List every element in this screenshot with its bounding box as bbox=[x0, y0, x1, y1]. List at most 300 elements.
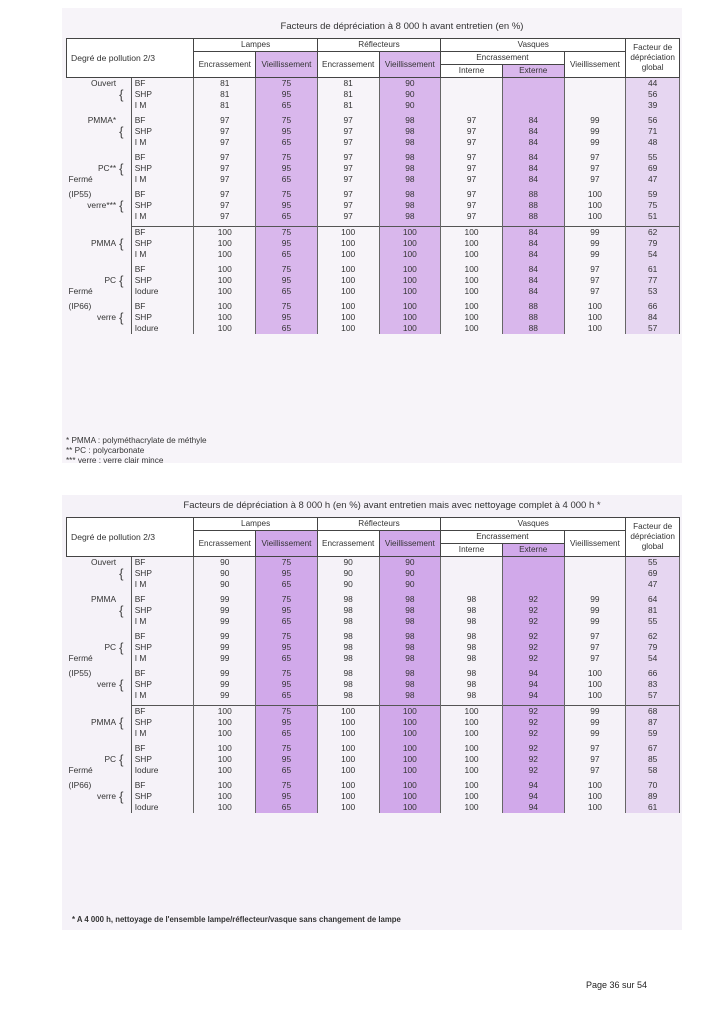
lamp-source: BF bbox=[131, 743, 194, 754]
header-vasques-encrassement: Encrassement bbox=[441, 52, 564, 65]
value-cell: 100 bbox=[441, 312, 503, 323]
table-row bbox=[67, 791, 680, 802]
luminaire-type: Ouvert bbox=[90, 78, 117, 88]
value-cell: 65 bbox=[256, 100, 318, 111]
luminaire-type: PMMA bbox=[90, 238, 117, 248]
value-cell: 84 bbox=[502, 126, 564, 137]
value-cell: 75 bbox=[256, 780, 318, 791]
value-cell: 95 bbox=[256, 717, 318, 728]
value-cell: 75 bbox=[256, 115, 318, 126]
value-cell: 98 bbox=[379, 211, 441, 222]
row-label bbox=[67, 706, 120, 718]
value-cell bbox=[502, 100, 564, 111]
value-cell: 65 bbox=[256, 579, 318, 590]
value-cell: 100 bbox=[317, 791, 379, 802]
lamp-source: BF bbox=[131, 264, 194, 275]
value-cell: 100 bbox=[441, 249, 503, 260]
value-cell: 100 bbox=[564, 200, 626, 211]
value-cell: 100 bbox=[194, 717, 256, 728]
table-row bbox=[67, 743, 680, 754]
value-cell: 98 bbox=[441, 668, 503, 679]
value-cell: 99 bbox=[564, 605, 626, 616]
value-cell: 97 bbox=[441, 174, 503, 185]
table-row bbox=[67, 152, 680, 163]
value-cell: 100 bbox=[194, 286, 256, 297]
value-cell: 98 bbox=[379, 152, 441, 163]
value-cell: 98 bbox=[379, 690, 441, 701]
value-cell: 97 bbox=[317, 174, 379, 185]
value-cell: 100 bbox=[564, 679, 626, 690]
bracket: { bbox=[119, 87, 124, 102]
value-cell: 100 bbox=[194, 743, 256, 754]
page-number: Page 36 sur 54 bbox=[586, 980, 648, 990]
value-cell: 97 bbox=[564, 653, 626, 664]
header-pollution: Degré de pollution 2/3 bbox=[67, 39, 194, 78]
value-cell: 99 bbox=[194, 616, 256, 627]
enclosure-label: (IP66) bbox=[68, 301, 92, 311]
value-cell: 64 bbox=[626, 594, 680, 605]
value-cell: 92 bbox=[502, 642, 564, 653]
value-cell: 99 bbox=[194, 668, 256, 679]
lamp-source: SHP bbox=[131, 89, 194, 100]
value-cell: 75 bbox=[256, 189, 318, 200]
lamp-source: Iodure bbox=[131, 286, 194, 297]
value-cell: 100 bbox=[379, 275, 441, 286]
value-cell: 97 bbox=[564, 642, 626, 653]
value-cell: 100 bbox=[379, 717, 441, 728]
value-cell: 100 bbox=[441, 264, 503, 275]
value-cell: 100 bbox=[379, 728, 441, 739]
value-cell: 100 bbox=[441, 717, 503, 728]
header-refl-encrassement: Encrassement bbox=[317, 52, 379, 78]
row-label bbox=[67, 668, 120, 679]
row-label bbox=[67, 631, 120, 642]
value-cell: 90 bbox=[379, 78, 441, 90]
value-cell: 100 bbox=[441, 743, 503, 754]
table-row bbox=[67, 557, 680, 569]
value-cell: 100 bbox=[379, 323, 441, 334]
value-cell: 79 bbox=[626, 238, 680, 249]
value-cell: 44 bbox=[626, 78, 680, 90]
table-row bbox=[67, 802, 680, 813]
value-cell: 66 bbox=[626, 301, 680, 312]
value-cell: 98 bbox=[441, 642, 503, 653]
value-cell: 95 bbox=[256, 89, 318, 100]
value-cell: 75 bbox=[256, 668, 318, 679]
value-cell: 100 bbox=[194, 312, 256, 323]
value-cell: 67 bbox=[626, 743, 680, 754]
value-cell: 100 bbox=[379, 286, 441, 297]
value-cell: 100 bbox=[564, 668, 626, 679]
value-cell: 98 bbox=[379, 679, 441, 690]
value-cell: 92 bbox=[502, 631, 564, 642]
table-row bbox=[67, 89, 680, 100]
value-cell: 54 bbox=[626, 249, 680, 260]
row-label bbox=[67, 89, 120, 100]
value-cell: 98 bbox=[379, 616, 441, 627]
table-row bbox=[67, 126, 680, 137]
table-row bbox=[67, 163, 680, 174]
value-cell: 100 bbox=[194, 301, 256, 312]
lamp-source: I M bbox=[131, 249, 194, 260]
value-cell: 79 bbox=[626, 642, 680, 653]
row-label bbox=[67, 137, 120, 148]
value-cell: 100 bbox=[379, 780, 441, 791]
row-label bbox=[67, 653, 120, 664]
value-cell: 98 bbox=[441, 653, 503, 664]
value-cell: 100 bbox=[317, 227, 379, 239]
value-cell bbox=[441, 557, 503, 569]
value-cell: 95 bbox=[256, 568, 318, 579]
row-label bbox=[67, 791, 120, 802]
value-cell: 100 bbox=[194, 765, 256, 776]
value-cell bbox=[564, 89, 626, 100]
row-label bbox=[67, 728, 120, 739]
value-cell: 59 bbox=[626, 728, 680, 739]
table-row bbox=[67, 227, 680, 239]
bracket: { bbox=[119, 273, 124, 288]
lamp-source: BF bbox=[131, 668, 194, 679]
value-cell: 100 bbox=[379, 249, 441, 260]
row-label bbox=[67, 765, 120, 776]
row-label bbox=[67, 605, 120, 616]
row-label bbox=[67, 78, 120, 90]
value-cell: 100 bbox=[317, 765, 379, 776]
value-cell: 100 bbox=[194, 780, 256, 791]
value-cell: 75 bbox=[256, 264, 318, 275]
lamp-source: SHP bbox=[131, 791, 194, 802]
row-label bbox=[67, 275, 120, 286]
value-cell: 48 bbox=[626, 137, 680, 148]
value-cell: 99 bbox=[194, 631, 256, 642]
value-cell: 98 bbox=[379, 653, 441, 664]
table-row bbox=[67, 765, 680, 776]
header-interne: Interne bbox=[441, 544, 503, 557]
value-cell: 100 bbox=[441, 754, 503, 765]
value-cell: 90 bbox=[194, 557, 256, 569]
value-cell: 99 bbox=[194, 653, 256, 664]
lamp-source: I M bbox=[131, 100, 194, 111]
value-cell: 97 bbox=[441, 163, 503, 174]
value-cell: 97 bbox=[317, 200, 379, 211]
header-pollution: Degré de pollution 2/3 bbox=[67, 518, 194, 557]
table-row bbox=[67, 275, 680, 286]
bracket: { bbox=[119, 236, 124, 251]
row-label bbox=[67, 238, 120, 249]
value-cell: 81 bbox=[317, 100, 379, 111]
value-cell: 99 bbox=[194, 679, 256, 690]
value-cell: 97 bbox=[317, 189, 379, 200]
lamp-source: SHP bbox=[131, 679, 194, 690]
value-cell: 75 bbox=[256, 743, 318, 754]
value-cell: 53 bbox=[626, 286, 680, 297]
value-cell: 77 bbox=[626, 275, 680, 286]
row-label bbox=[67, 557, 120, 569]
value-cell: 98 bbox=[379, 642, 441, 653]
bracket: { bbox=[119, 566, 124, 581]
value-cell: 97 bbox=[194, 174, 256, 185]
header-refl-vieillissement: Vieillissement bbox=[379, 531, 441, 557]
value-cell: 98 bbox=[441, 631, 503, 642]
value-cell: 88 bbox=[502, 312, 564, 323]
value-cell: 88 bbox=[502, 323, 564, 334]
value-cell: 100 bbox=[317, 743, 379, 754]
value-cell: 98 bbox=[441, 605, 503, 616]
row-label bbox=[67, 264, 120, 275]
value-cell: 100 bbox=[564, 189, 626, 200]
value-cell: 65 bbox=[256, 690, 318, 701]
value-cell: 99 bbox=[194, 642, 256, 653]
header-vasques-vieillissement: Vieillissement bbox=[564, 52, 626, 78]
value-cell: 47 bbox=[626, 579, 680, 590]
value-cell: 100 bbox=[379, 301, 441, 312]
value-cell: 98 bbox=[379, 126, 441, 137]
value-cell: 97 bbox=[317, 211, 379, 222]
value-cell: 100 bbox=[317, 754, 379, 765]
value-cell: 99 bbox=[564, 616, 626, 627]
value-cell: 99 bbox=[194, 594, 256, 605]
header-refl-vieillissement: Vieillissement bbox=[379, 52, 441, 78]
value-cell bbox=[564, 557, 626, 569]
value-cell: 75 bbox=[256, 594, 318, 605]
table-row bbox=[67, 249, 680, 260]
table-row bbox=[67, 286, 680, 297]
value-cell: 98 bbox=[379, 115, 441, 126]
row-label bbox=[67, 679, 120, 690]
value-cell: 97 bbox=[317, 115, 379, 126]
value-cell: 65 bbox=[256, 653, 318, 664]
table-row bbox=[67, 706, 680, 718]
enclosure-label: (IP66) bbox=[68, 780, 92, 790]
value-cell: 97 bbox=[194, 189, 256, 200]
lamp-source: SHP bbox=[131, 605, 194, 616]
value-cell: 84 bbox=[502, 152, 564, 163]
row-label bbox=[67, 152, 120, 163]
lamp-source: BF bbox=[131, 706, 194, 718]
value-cell: 87 bbox=[626, 717, 680, 728]
value-cell: 56 bbox=[626, 89, 680, 100]
luminaire-type: PC bbox=[104, 642, 117, 652]
value-cell: 100 bbox=[441, 238, 503, 249]
row-label bbox=[67, 200, 120, 211]
row-label bbox=[67, 189, 120, 200]
lamp-source: I M bbox=[131, 579, 194, 590]
bracket: { bbox=[119, 603, 124, 618]
value-cell: 98 bbox=[379, 631, 441, 642]
value-cell: 95 bbox=[256, 275, 318, 286]
value-cell: 69 bbox=[626, 568, 680, 579]
value-cell bbox=[564, 78, 626, 90]
header-lampes-encrassement: Encrassement bbox=[194, 531, 256, 557]
value-cell: 55 bbox=[626, 152, 680, 163]
luminaire-type: PC bbox=[104, 275, 117, 285]
bracket: { bbox=[119, 789, 124, 804]
table-row bbox=[67, 594, 680, 605]
value-cell: 92 bbox=[502, 754, 564, 765]
row-label bbox=[67, 780, 120, 791]
value-cell: 98 bbox=[441, 679, 503, 690]
value-cell: 100 bbox=[564, 690, 626, 701]
header-vasques: Vasques bbox=[441, 39, 626, 52]
value-cell: 62 bbox=[626, 227, 680, 239]
value-cell: 100 bbox=[317, 264, 379, 275]
value-cell: 97 bbox=[317, 152, 379, 163]
value-cell: 100 bbox=[194, 802, 256, 813]
value-cell: 95 bbox=[256, 126, 318, 137]
row-label bbox=[67, 100, 120, 111]
value-cell: 92 bbox=[502, 616, 564, 627]
table-row bbox=[67, 780, 680, 791]
value-cell: 99 bbox=[564, 249, 626, 260]
luminaire-type: verre bbox=[97, 679, 117, 689]
value-cell: 98 bbox=[317, 679, 379, 690]
value-cell: 65 bbox=[256, 249, 318, 260]
value-cell: 75 bbox=[256, 557, 318, 569]
table-row bbox=[67, 679, 680, 690]
value-cell: 97 bbox=[194, 126, 256, 137]
value-cell: 97 bbox=[564, 286, 626, 297]
value-cell: 100 bbox=[317, 312, 379, 323]
lamp-source: I M bbox=[131, 653, 194, 664]
value-cell: 98 bbox=[379, 137, 441, 148]
value-cell: 99 bbox=[194, 690, 256, 701]
value-cell: 65 bbox=[256, 765, 318, 776]
value-cell: 98 bbox=[317, 631, 379, 642]
row-label bbox=[67, 115, 120, 126]
value-cell: 97 bbox=[441, 115, 503, 126]
value-cell: 100 bbox=[564, 802, 626, 813]
value-cell: 100 bbox=[564, 780, 626, 791]
value-cell: 98 bbox=[379, 174, 441, 185]
table-body bbox=[67, 557, 680, 814]
value-cell: 97 bbox=[564, 163, 626, 174]
table-row bbox=[67, 323, 680, 334]
lamp-source: BF bbox=[131, 227, 194, 239]
value-cell: 59 bbox=[626, 189, 680, 200]
lamp-source: BF bbox=[131, 301, 194, 312]
table-row bbox=[67, 616, 680, 627]
luminaire-type: PC bbox=[104, 754, 117, 764]
value-cell: 98 bbox=[379, 200, 441, 211]
value-cell: 65 bbox=[256, 802, 318, 813]
value-cell: 97 bbox=[194, 137, 256, 148]
value-cell: 92 bbox=[502, 594, 564, 605]
value-cell: 94 bbox=[502, 679, 564, 690]
footnotes bbox=[66, 436, 207, 466]
value-cell: 65 bbox=[256, 137, 318, 148]
enclosure-label: Fermé bbox=[68, 286, 93, 296]
lamp-source: Iodure bbox=[131, 765, 194, 776]
value-cell: 69 bbox=[626, 163, 680, 174]
table-title: Facteurs de dépréciation à 8 000 h (en %) avant entretien mais avec nettoyage complet à 4 000 h * bbox=[183, 500, 601, 511]
table-row bbox=[67, 631, 680, 642]
value-cell bbox=[441, 100, 503, 111]
header-lampes-vieillissement: Vieillissement bbox=[256, 52, 318, 78]
value-cell: 54 bbox=[626, 653, 680, 664]
value-cell: 92 bbox=[502, 653, 564, 664]
value-cell: 99 bbox=[564, 238, 626, 249]
value-cell: 65 bbox=[256, 174, 318, 185]
value-cell: 97 bbox=[441, 200, 503, 211]
value-cell: 95 bbox=[256, 238, 318, 249]
table-body bbox=[67, 78, 680, 335]
value-cell: 100 bbox=[194, 264, 256, 275]
value-cell: 98 bbox=[441, 616, 503, 627]
lamp-source: I M bbox=[131, 728, 194, 739]
value-cell: 61 bbox=[626, 264, 680, 275]
value-cell: 92 bbox=[502, 743, 564, 754]
row-label bbox=[67, 594, 120, 605]
value-cell: 81 bbox=[317, 78, 379, 90]
value-cell: 97 bbox=[441, 126, 503, 137]
value-cell: 75 bbox=[256, 78, 318, 90]
value-cell: 100 bbox=[317, 301, 379, 312]
value-cell: 99 bbox=[564, 126, 626, 137]
value-cell: 95 bbox=[256, 163, 318, 174]
value-cell: 100 bbox=[379, 791, 441, 802]
value-cell: 100 bbox=[441, 706, 503, 718]
value-cell bbox=[564, 568, 626, 579]
lamp-source: BF bbox=[131, 115, 194, 126]
value-cell: 98 bbox=[317, 642, 379, 653]
luminaire-type: verre bbox=[97, 791, 117, 801]
lamp-source: BF bbox=[131, 557, 194, 569]
row-label bbox=[67, 286, 120, 297]
value-cell: 99 bbox=[194, 605, 256, 616]
value-cell: 92 bbox=[502, 728, 564, 739]
value-cell: 97 bbox=[194, 152, 256, 163]
value-cell: 92 bbox=[502, 605, 564, 616]
row-label bbox=[67, 227, 120, 239]
value-cell: 97 bbox=[441, 137, 503, 148]
lamp-source: BF bbox=[131, 78, 194, 90]
value-cell: 68 bbox=[626, 706, 680, 718]
value-cell: 100 bbox=[379, 754, 441, 765]
table-row bbox=[67, 115, 680, 126]
value-cell: 94 bbox=[502, 690, 564, 701]
depreciation-table-8000h bbox=[66, 38, 680, 334]
lamp-source: I M bbox=[131, 174, 194, 185]
value-cell: 81 bbox=[194, 78, 256, 90]
value-cell: 100 bbox=[441, 780, 503, 791]
value-cell: 65 bbox=[256, 323, 318, 334]
bracket: { bbox=[119, 752, 124, 767]
value-cell: 75 bbox=[256, 152, 318, 163]
bracket: { bbox=[119, 640, 124, 655]
value-cell: 98 bbox=[317, 668, 379, 679]
lamp-source: SHP bbox=[131, 275, 194, 286]
table-row bbox=[67, 189, 680, 200]
value-cell: 100 bbox=[379, 238, 441, 249]
value-cell: 100 bbox=[441, 323, 503, 334]
value-cell: 88 bbox=[502, 200, 564, 211]
value-cell: 95 bbox=[256, 605, 318, 616]
value-cell: 90 bbox=[379, 579, 441, 590]
row-label bbox=[67, 126, 120, 137]
lamp-source: BF bbox=[131, 780, 194, 791]
value-cell: 97 bbox=[564, 743, 626, 754]
table-row bbox=[67, 264, 680, 275]
value-cell bbox=[441, 579, 503, 590]
lamp-source: BF bbox=[131, 152, 194, 163]
value-cell: 90 bbox=[194, 568, 256, 579]
value-cell: 100 bbox=[194, 791, 256, 802]
bracket: { bbox=[119, 677, 124, 692]
value-cell: 99 bbox=[564, 137, 626, 148]
value-cell: 58 bbox=[626, 765, 680, 776]
table-row bbox=[67, 137, 680, 148]
value-cell: 99 bbox=[564, 706, 626, 718]
